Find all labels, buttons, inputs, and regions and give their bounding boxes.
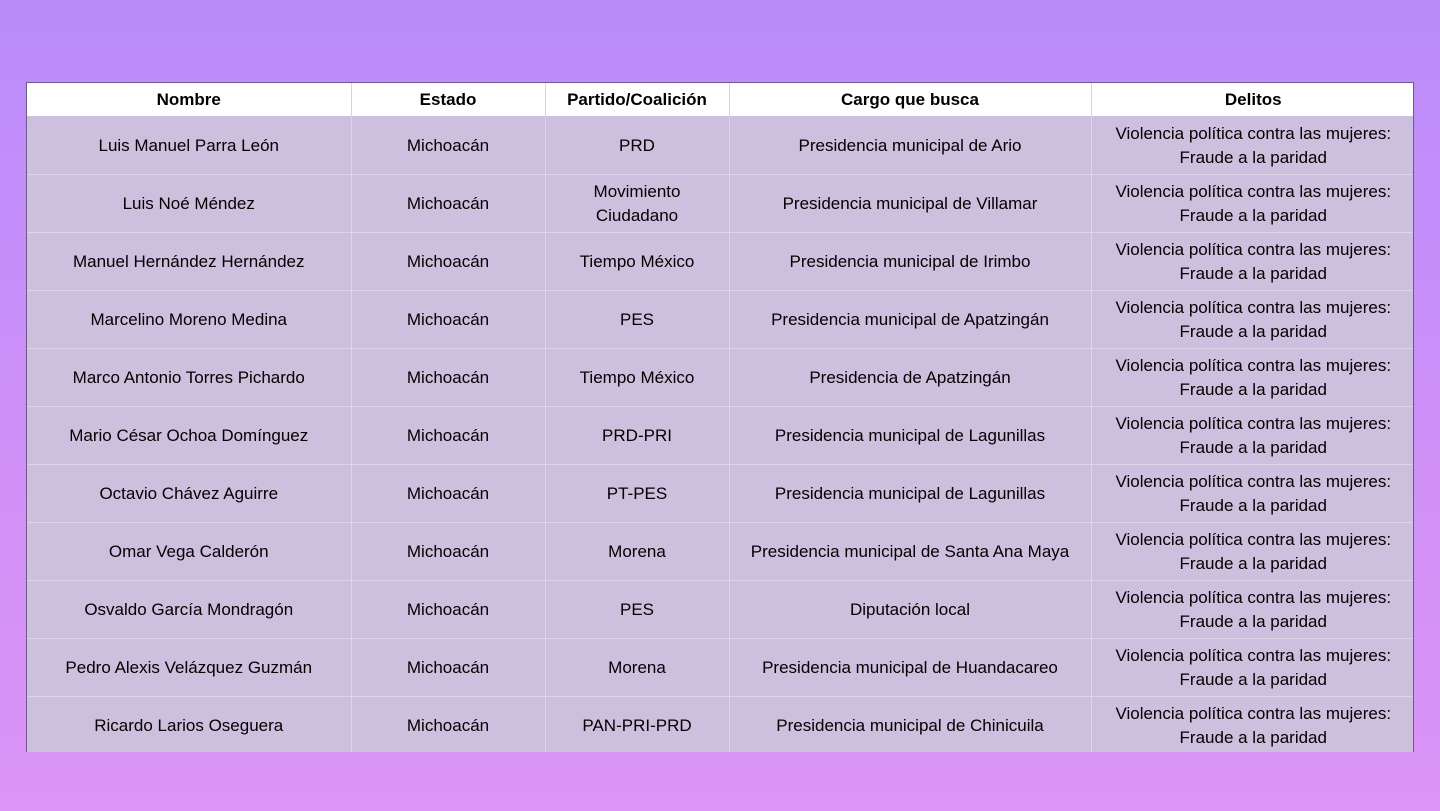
table-row — [27, 117, 1414, 175]
cell-delitos: Violencia política contra las mujeres: Fraude a la paridad — [1091, 523, 1414, 581]
cell-nombre: Pedro Alexis Velázquez Guzmán — [27, 639, 351, 697]
table-row — [27, 639, 1414, 697]
cell-delitos: Violencia política contra las mujeres: Fraude a la paridad — [1091, 465, 1414, 523]
cell-partido: Movimiento Ciudadano — [545, 175, 729, 233]
table-row — [27, 697, 1414, 753]
column-header-partido: Partido/Coalición — [545, 83, 729, 117]
cell-estado: Michoacán — [351, 639, 545, 697]
cell-nombre: Omar Vega Calderón — [27, 523, 351, 581]
cell-cargo: Presidencia municipal de Irimbo — [729, 233, 1091, 291]
cell-delitos: Violencia política contra las mujeres: Fraude a la paridad — [1091, 175, 1414, 233]
table-row — [27, 523, 1414, 581]
cell-estado: Michoacán — [351, 233, 545, 291]
cell-delitos: Violencia política contra las mujeres: Fraude a la paridad — [1091, 349, 1414, 407]
cell-nombre: Manuel Hernández Hernández — [27, 233, 351, 291]
cell-cargo: Diputación local — [729, 581, 1091, 639]
cell-partido: Morena — [545, 523, 729, 581]
cell-cargo: Presidencia municipal de Lagunillas — [729, 465, 1091, 523]
cell-partido: PES — [545, 291, 729, 349]
candidates-table — [27, 83, 1414, 752]
cell-partido: PRD — [545, 117, 729, 175]
cell-nombre: Mario César Ochoa Domínguez — [27, 407, 351, 465]
cell-cargo: Presidencia municipal de Huandacareo — [729, 639, 1091, 697]
cell-estado: Michoacán — [351, 523, 545, 581]
cell-estado: Michoacán — [351, 291, 545, 349]
table-row — [27, 581, 1414, 639]
cell-delitos: Violencia política contra las mujeres: Fraude a la paridad — [1091, 233, 1414, 291]
cell-partido: Tiempo México — [545, 349, 729, 407]
table-header — [27, 83, 1414, 117]
cell-estado: Michoacán — [351, 697, 545, 753]
cell-estado: Michoacán — [351, 175, 545, 233]
cell-delitos: Violencia política contra las mujeres: Fraude a la paridad — [1091, 639, 1414, 697]
cell-partido: PAN-PRI-PRD — [545, 697, 729, 753]
cell-delitos: Violencia política contra las mujeres: Fraude a la paridad — [1091, 581, 1414, 639]
cell-estado: Michoacán — [351, 407, 545, 465]
table-row — [27, 407, 1414, 465]
cell-nombre: Osvaldo García Mondragón — [27, 581, 351, 639]
table-row — [27, 349, 1414, 407]
candidates-table-container — [26, 82, 1414, 752]
column-header-estado: Estado — [351, 83, 545, 117]
cell-cargo: Presidencia municipal de Lagunillas — [729, 407, 1091, 465]
table-row — [27, 233, 1414, 291]
cell-cargo: Presidencia municipal de Chinicuila — [729, 697, 1091, 753]
cell-nombre: Marcelino Moreno Medina — [27, 291, 351, 349]
table-row — [27, 175, 1414, 233]
cell-partido: Tiempo México — [545, 233, 729, 291]
cell-cargo: Presidencia municipal de Santa Ana Maya — [729, 523, 1091, 581]
cell-estado: Michoacán — [351, 465, 545, 523]
cell-delitos: Violencia política contra las mujeres: Fraude a la paridad — [1091, 407, 1414, 465]
cell-estado: Michoacán — [351, 581, 545, 639]
column-header-nombre: Nombre — [27, 83, 351, 117]
cell-partido: PRD-PRI — [545, 407, 729, 465]
cell-estado: Michoacán — [351, 349, 545, 407]
cell-partido: PT-PES — [545, 465, 729, 523]
cell-delitos: Violencia política contra las mujeres: Fraude a la paridad — [1091, 697, 1414, 753]
column-header-cargo: Cargo que busca — [729, 83, 1091, 117]
cell-nombre: Luis Manuel Parra León — [27, 117, 351, 175]
cell-nombre: Luis Noé Méndez — [27, 175, 351, 233]
cell-nombre: Octavio Chávez Aguirre — [27, 465, 351, 523]
cell-cargo: Presidencia de Apatzingán — [729, 349, 1091, 407]
table-body — [27, 117, 1414, 753]
table-row — [27, 291, 1414, 349]
table-row — [27, 465, 1414, 523]
cell-cargo: Presidencia municipal de Villamar — [729, 175, 1091, 233]
cell-cargo: Presidencia municipal de Apatzingán — [729, 291, 1091, 349]
cell-nombre: Marco Antonio Torres Pichardo — [27, 349, 351, 407]
cell-estado: Michoacán — [351, 117, 545, 175]
cell-partido: Morena — [545, 639, 729, 697]
column-header-delitos: Delitos — [1091, 83, 1414, 117]
cell-delitos: Violencia política contra las mujeres: Fraude a la paridad — [1091, 291, 1414, 349]
cell-nombre: Ricardo Larios Oseguera — [27, 697, 351, 753]
cell-delitos: Violencia política contra las mujeres: Fraude a la paridad — [1091, 117, 1414, 175]
cell-partido: PES — [545, 581, 729, 639]
header-row — [27, 83, 1414, 117]
cell-cargo: Presidencia municipal de Ario — [729, 117, 1091, 175]
